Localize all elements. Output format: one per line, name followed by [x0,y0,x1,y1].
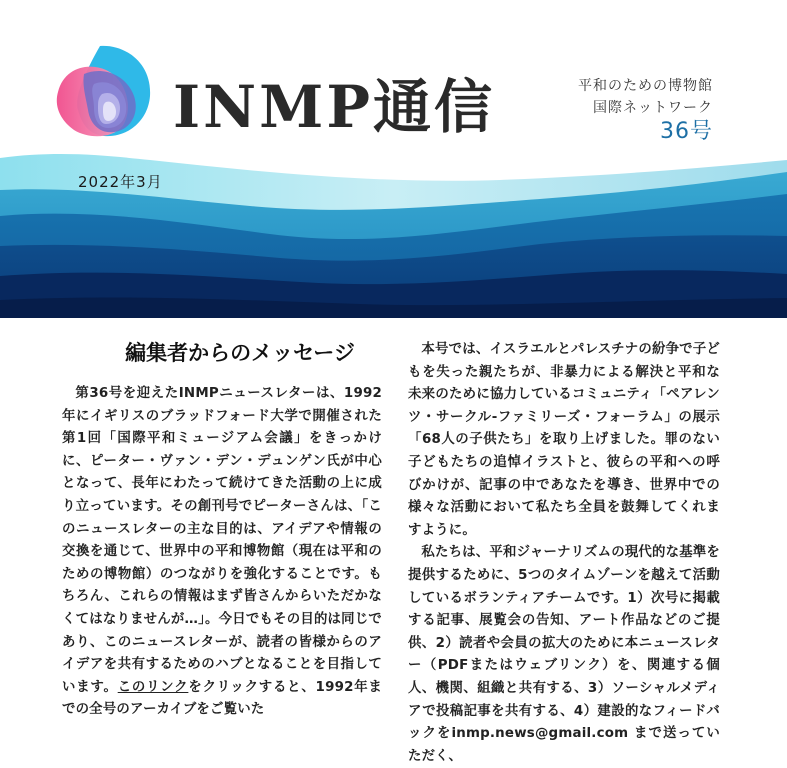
paragraph-text: まで送っていただく、 [408,726,720,764]
issue-date: 2022年3月 [78,173,163,191]
article-column-left [62,333,382,722]
newsletter-title: INMP通信 [173,73,495,141]
article-paragraph [62,383,382,722]
contact-email[interactable]: inmp.news@gmail.com [451,726,629,742]
archive-link[interactable]: このリンク [117,679,189,695]
issue-number: 36号 [660,119,713,144]
article-heading: 編集者からのメッセージ [125,341,355,365]
newsletter-header [0,0,787,318]
inmp-logo-icon [54,44,154,140]
paragraph-text: をクリックすると、1992年までの全号のアーカイブをご覧いた [62,679,382,718]
org-name-line-2: 国際ネットワーク [593,100,713,116]
article-paragraph: 本号では、イスラエルとパレスチナの紛争で子どもを失った親たちが、非暴力による解決と平和な未来のために協力しているコミュニティ「ペアレンツ・サークル-ファミリーズ・フォーラム」の展示「68人の子供たち」を取り上げました。罪のない子どもたちの追悼イラストと、彼らの平和への呼びかけが、記事の中であなたを導き、世界中での様々な活動において私たち全員を鼓舞してくれますように。 [408,342,720,538]
article-paragraph [408,542,720,768]
article-column-right [408,333,720,768]
paragraph-text: 私たちは、平和ジャーナリズムの現代的な基準を提供するために、5つのタイムゾーンを越えて活動しているボランティアチームです。1）次号に掲載する記事、展覧会の告知、アート作品などのご提供、2）読者や会員の拡大のために本ニュースレター（PDFまたはウェブリンク）を、関連する個人、機関、組織と共有する、3）ソーシャルメディアで投稿記事を共有する、4）建設的なフィードバックを [408,545,720,742]
paragraph-text: 第36号を迎えたINMPニュースレターは、1992年にイギリスのブラッドフォード大学で開催された第1回「国際平和ミュージアム会議」をきっかけに、ピーター・ヴァン・デン・デュンゲン氏が中心となって、長年にわたって続けてきた活動の上に成り立っています。その創刊号でピーターさんは、「このニュースレターの主な目的は、アイデアや情報の交換を通じて、世界中の平和博物館（現在は平和のための博物館）のつながりを強化することです。もちろん、これらの情報はまず皆さんからいただかなくてはなりませんが…」。今日でもその目的は同じであり、このニュースレターが、読者の皆様からのアイデアを共有するためのハブとなることを目指しています。 [62,386,382,695]
org-name-line-1: 平和のための博物館 [578,78,713,94]
